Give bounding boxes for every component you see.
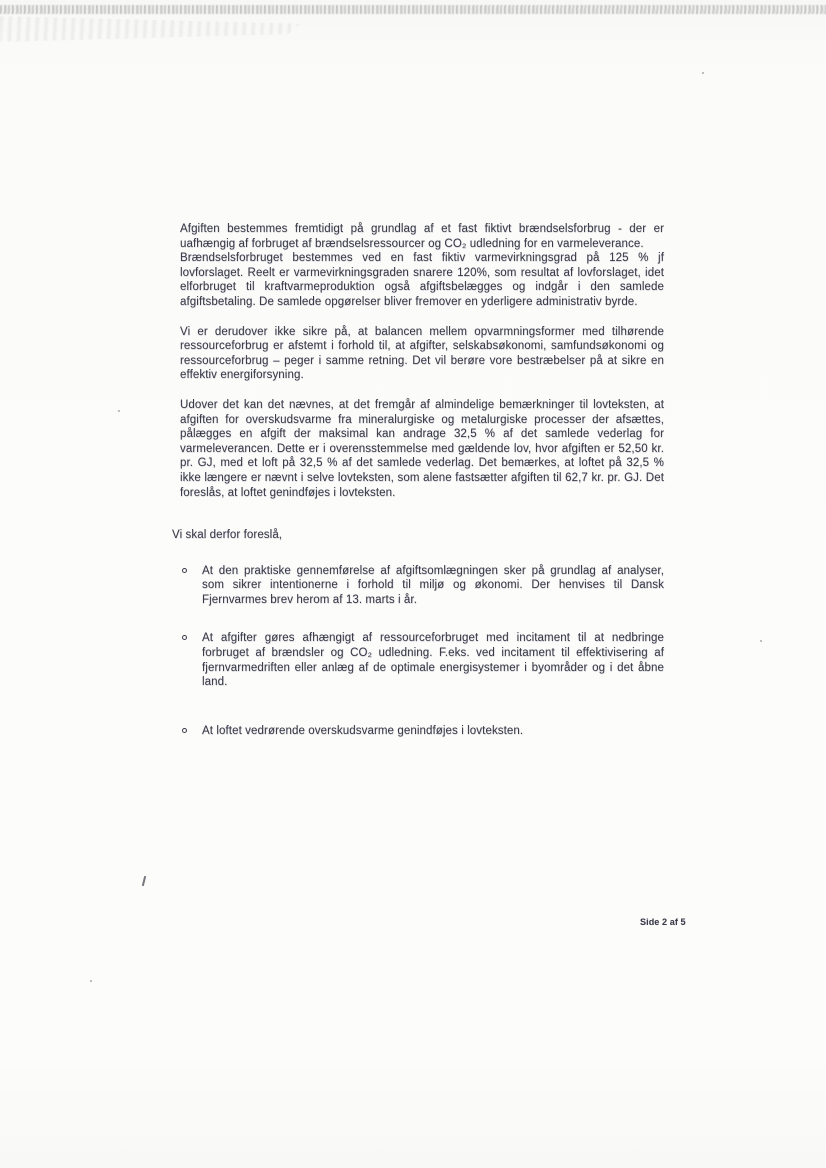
scan-artifact-top-band <box>0 5 826 14</box>
bullet-icon <box>182 728 187 733</box>
document-body <box>172 222 664 738</box>
list-item <box>180 564 664 608</box>
scan-artifact-top-wave <box>0 16 300 42</box>
bullet-icon <box>182 635 187 640</box>
list-item-text: At afgifter gøres afhængigt af ressourceforbruget med incitament til at nedbringe forbruget af brændsler og CO₂ udledning. F.eks. ved incitament til effektivisering af fjernvarmedriften eller anlæg af de optimale energisystemer i byområder og i det åbne land. <box>202 632 664 689</box>
paragraph: Vi er derudover ikke sikre på, at balancen mellem opvarmningsformer med tilhørende ressourceforbrug er afstemt i forhold til, at afgifter, selskabsøkonomi, samfundsøkonomi og ressourceforbrug – peger i samme retning. Det vil berøre vore bestræbelser på at sikre en effektiv energiforsyning. <box>180 325 664 382</box>
intro-line: Vi skal derfor foreslå, <box>172 529 283 542</box>
bullet-list <box>180 564 664 739</box>
scan-artifact-stray-mark <box>142 876 146 886</box>
page-number: Side 2 af 5 <box>640 917 686 927</box>
scan-speck <box>760 640 762 642</box>
list-item <box>180 724 664 739</box>
list-item-text: At loftet vedrørende overskudsvarme genindføjes i lovteksten. <box>202 724 524 737</box>
paragraph: Afgiften bestemmes fremtidigt på grundlag af et fast fiktivt brændselsforbrug - der er uafhængig af forbruget af brændselsressourcer og CO₂ udledning for en varmeleverance. <box>180 223 664 250</box>
list-item-text: At den praktiske gennemførelse af afgiftsomlægningen sker på grundlag af analyser, som sikrer intentionerne i forhold til miljø og økonomi. Der henvises til Dansk Fjernvarmes brev herom af 13. marts i år. <box>202 564 664 606</box>
paragraph: Udover det kan det nævnes, at det fremgår af almindelige bemærkninger til lovteksten, at afgiften for overskudsvarme fra mineralurgiske og metalurgiske processer der afsættes, pålægges en afgift der maksimal kan andrage 32,5 % af det samlede vederlag for varmeleverancen. Dette er i overensstemmelse med gældende lov, hvor afgiften er 52,50 kr. pr. GJ, med et loft på 32,5 % af det samlede vederlag. Det bemærkes, at loftet på 32,5 % ikke længere er nævnt i selve lovteksten, som alene fastsætter afgiften til 62,7 kr. pr. GJ. Det foreslås, at loftet genindføjes i lovteksten. <box>180 398 664 499</box>
bullet-icon <box>182 568 187 573</box>
scan-speck <box>90 980 92 982</box>
scan-speck <box>118 410 120 412</box>
paragraph: Brændselsforbruget bestemmes ved en fast fiktiv varmevirkningsgrad på 125 % jf lovforslaget. Reelt er varmevirkningsgraden snarere 120%, som resultat af lovforslaget, idet elforbruget til kraftvarmeproduktion også afgiftsbelægges og indgår i den samlede afgiftsbetaling. De samlede opgørelser bliver fremover en yderligere administrativ byrde. <box>180 252 664 308</box>
list-item <box>180 631 664 689</box>
scan-speck <box>702 72 704 74</box>
